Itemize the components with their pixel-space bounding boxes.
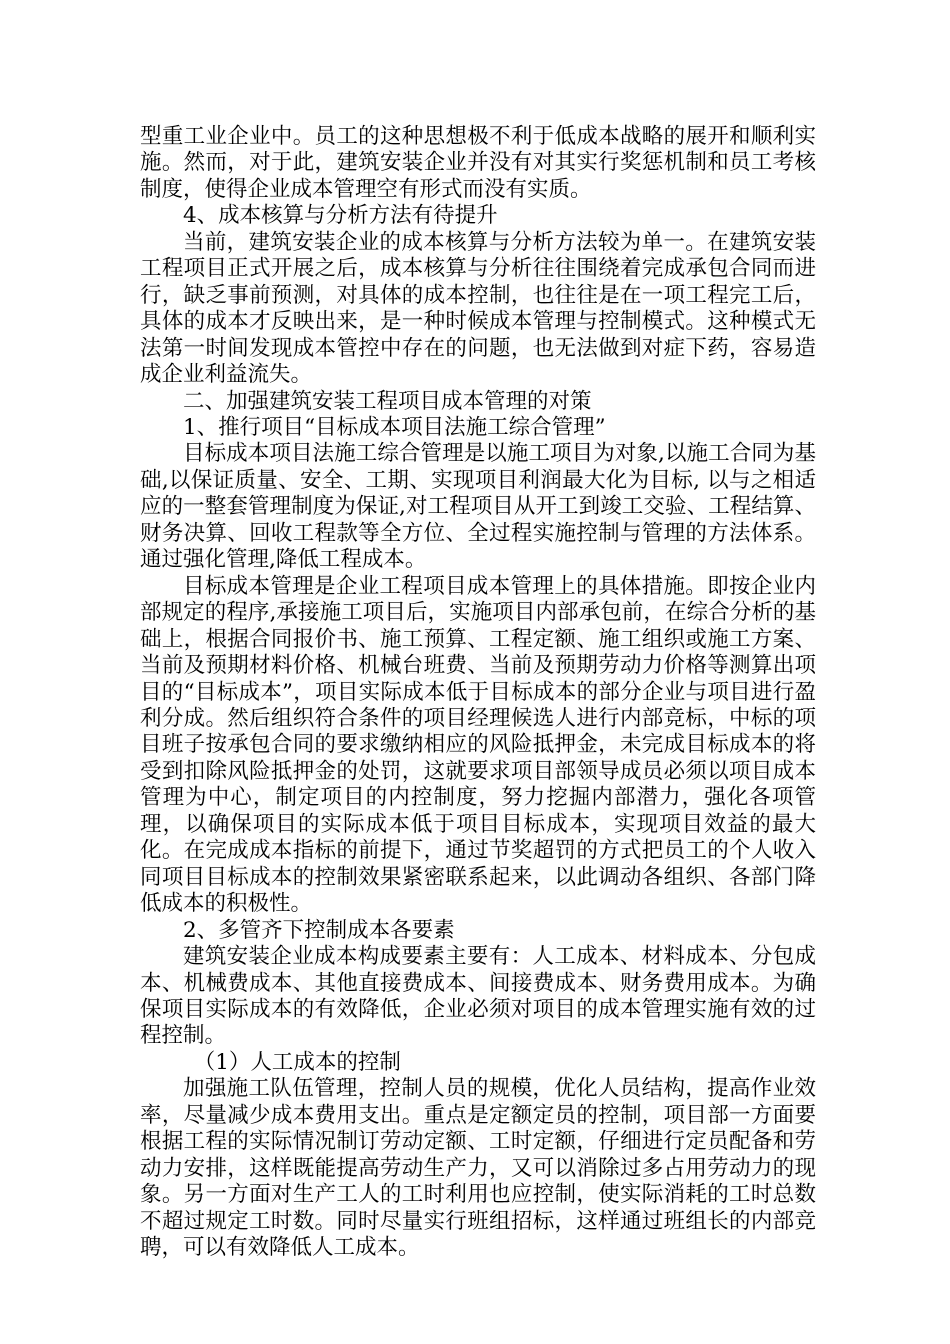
heading-target-cost-method: 1、推行项目“目标成本项目法施工综合管理” — [183, 414, 606, 440]
heading-cost-accounting: 4、成本核算与分析方法有待提升 — [183, 203, 498, 229]
paragraph-target-cost-management: 目标成本管理是企业工程项目成本管理上的具体措施。即按企业内部规定的程序,承接施工项目后，实施项目内部承包前，在综合分析的基础上，根据合同报价书、施工预算、工程定额、施工组织或施工方案、当前及预期材料价格、机械台班费、当前及预期劳动力价格等测算出项目的“目标成本”，项目实际成本低于目标成本的部分企业与项目进行盈利分成。然后组织符合条件的项目经理候选人进行内部竞标，中标的项目班子按承包合同的要求缴纳相应的风险抵押金，未完成目标成本的将受到扣除风险抵押金的处罚，这就要求项目部领导成员必须以项目成本管理为中心，制定项目的内控制度，努力挖掘内部潜力，强化各项管理，以确保项目的实际成本低于项目目标成本，实现项目效益的最大化。在完成成本指标的前提下，通过节奖超罚的方式把员工的个人收入同项目目标成本的控制效果紧密联系起来，以此调动各组织、各部门降低成本的积极性。 — [140, 573, 816, 917]
paragraph-current-accounting: 当前，建筑安装企业的成本核算与分析方法较为单一。在建筑安装工程项目正式开展之后，成本核算与分析往往围绕着完成承包合同而进行，缺乏事前预测，对具体的成本控制，也往往是在一项工程完工后，具体的成本才反映出来，是一种时候成本管理与控制模式。这种模式无法第一时间发现成本管控中存在的问题，也无法做到对症下药，容易造成企业利益流失。 — [140, 229, 816, 388]
subheading-labor-cost: （1）人工成本的控制 — [193, 1049, 401, 1075]
document-page — [140, 124, 816, 1261]
paragraph-continuation: 型重工业企业中。员工的这种思想极不利于低成本战略的展开和顺利实施。然而，对于此，建筑安装企业并没有对其实行奖惩机制和员工考核制度，使得企业成本管理空有形式而没有实质。 — [140, 124, 816, 202]
paragraph-cost-elements: 建筑安装企业成本构成要素主要有：人工成本、材料成本、分包成本、机械费成本、其他直接费成本、间接费成本、财务费用成本。为确保项目实际成本的有效降低，企业必须对项目的成本管理实施有效的过程控制。 — [140, 944, 816, 1049]
section-heading-countermeasures: 二、加强建筑安装工程项目成本管理的对策 — [183, 388, 592, 414]
paragraph-target-cost-definition: 目标成本项目法施工综合管理是以施工项目为对象,以施工合同为基础,以保证质量、安全、工期、实现项目利润最大化为目标, 以与之相适应的一整套管理制度为保证,对工程项目从开工到竣工交验、工程结算、财务决算、回收工程款等全方位、全过程实施控制与管理的方法体系。通过强化管理,降低工程成本。 — [140, 441, 816, 573]
heading-cost-elements: 2、多管齐下控制成本各要素 — [183, 917, 455, 943]
paragraph-labor-cost: 加强施工队伍管理，控制人员的规模，优化人员结构，提高作业效率，尽量减少成本费用支出。重点是定额定员的控制，项目部一方面要根据工程的实际情况制订劳动定额、工时定额，仔细进行定员配备和劳动力安排，这样既能提高劳动生产力，又可以消除过多占用劳动力的现象。另一方面对生产工人的工时利用也应控制，使实际消耗的工时总数不超过规定工时数。同时尽量实行班组招标，这样通过班组长的内部竞聘，可以有效降低人工成本。 — [140, 1076, 816, 1261]
